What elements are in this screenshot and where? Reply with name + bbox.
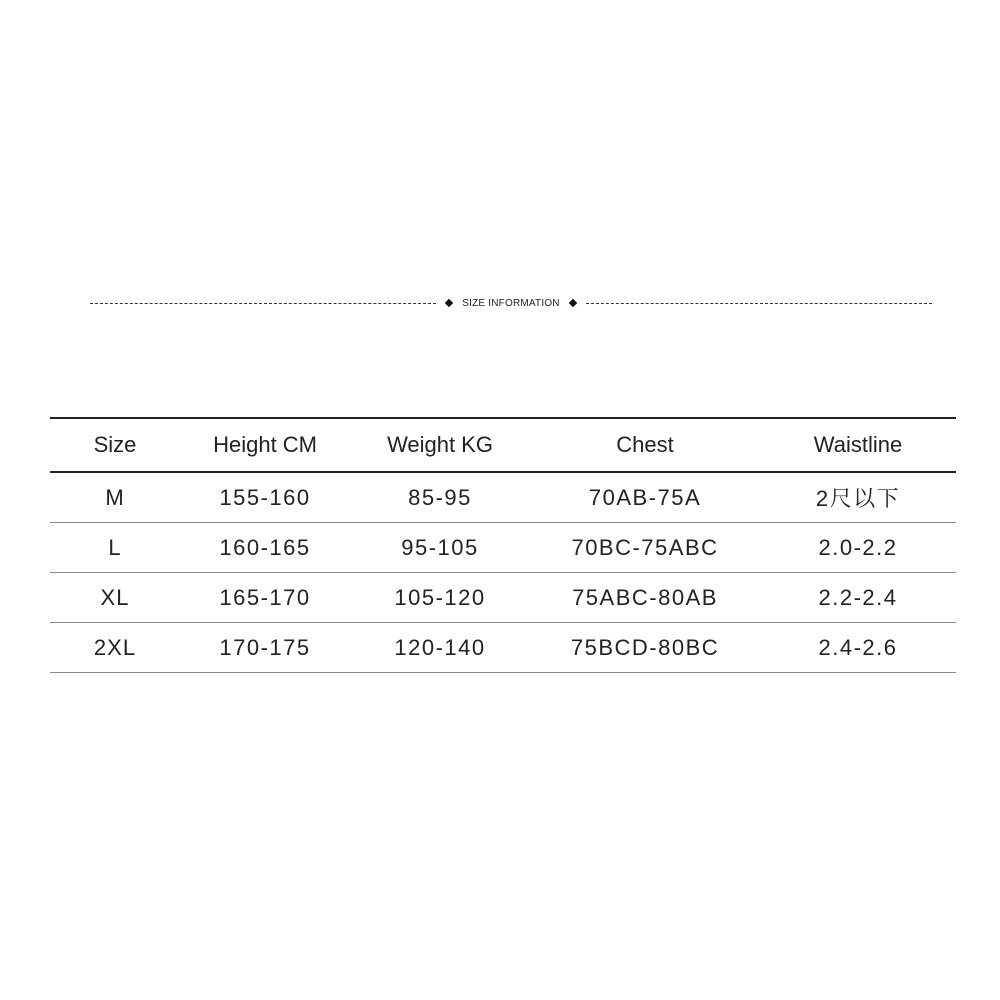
section-heading-title: SIZE INFORMATION xyxy=(462,297,560,309)
table-row xyxy=(50,573,956,623)
diamond-bullet-icon xyxy=(568,299,576,307)
diamond-bullet-icon xyxy=(445,299,453,307)
cell-height: 160-165 xyxy=(180,523,350,573)
cell-waistline: 2.0-2.2 xyxy=(760,523,956,573)
table-row xyxy=(50,523,956,573)
cell-waistline: 2尺以下 xyxy=(760,472,956,523)
table-header-row xyxy=(50,418,956,472)
cell-size: 2XL xyxy=(50,623,180,673)
right-dashed-divider xyxy=(586,303,932,304)
table-row xyxy=(50,623,956,673)
header-label: Size xyxy=(93,432,137,457)
cell-height: 165-170 xyxy=(180,573,350,623)
header-size xyxy=(50,418,180,472)
cell-weight: 120-140 xyxy=(350,623,530,673)
cell-chest: 75BCD-80BC xyxy=(530,623,760,673)
section-heading xyxy=(90,293,932,313)
cell-chest: 75ABC-80AB xyxy=(530,573,760,623)
cell-size: L xyxy=(50,523,180,573)
header-unit: KG xyxy=(461,432,493,457)
header-label: Height xyxy=(213,432,277,457)
cell-size: M xyxy=(50,472,180,523)
left-dashed-divider xyxy=(90,303,436,304)
cell-chest: 70AB-75A xyxy=(530,472,760,523)
cell-height: 170-175 xyxy=(180,623,350,673)
header-chest xyxy=(530,418,760,472)
header-waistline xyxy=(760,418,956,472)
header-height xyxy=(180,418,350,472)
header-weight xyxy=(350,418,530,472)
size-table xyxy=(50,417,956,673)
cell-size: XL xyxy=(50,573,180,623)
cell-weight: 105-120 xyxy=(350,573,530,623)
header-label: Weight xyxy=(387,432,456,457)
cell-waistline: 2.4-2.6 xyxy=(760,623,956,673)
cell-height: 155-160 xyxy=(180,472,350,523)
cell-waistline: 2.2-2.4 xyxy=(760,573,956,623)
header-unit: CM xyxy=(282,432,317,457)
table-row xyxy=(50,472,956,523)
cell-weight: 85-95 xyxy=(350,472,530,523)
cell-chest: 70BC-75ABC xyxy=(530,523,760,573)
cell-weight: 95-105 xyxy=(350,523,530,573)
header-label: Waistline xyxy=(813,432,903,457)
header-label: Chest xyxy=(616,432,674,457)
